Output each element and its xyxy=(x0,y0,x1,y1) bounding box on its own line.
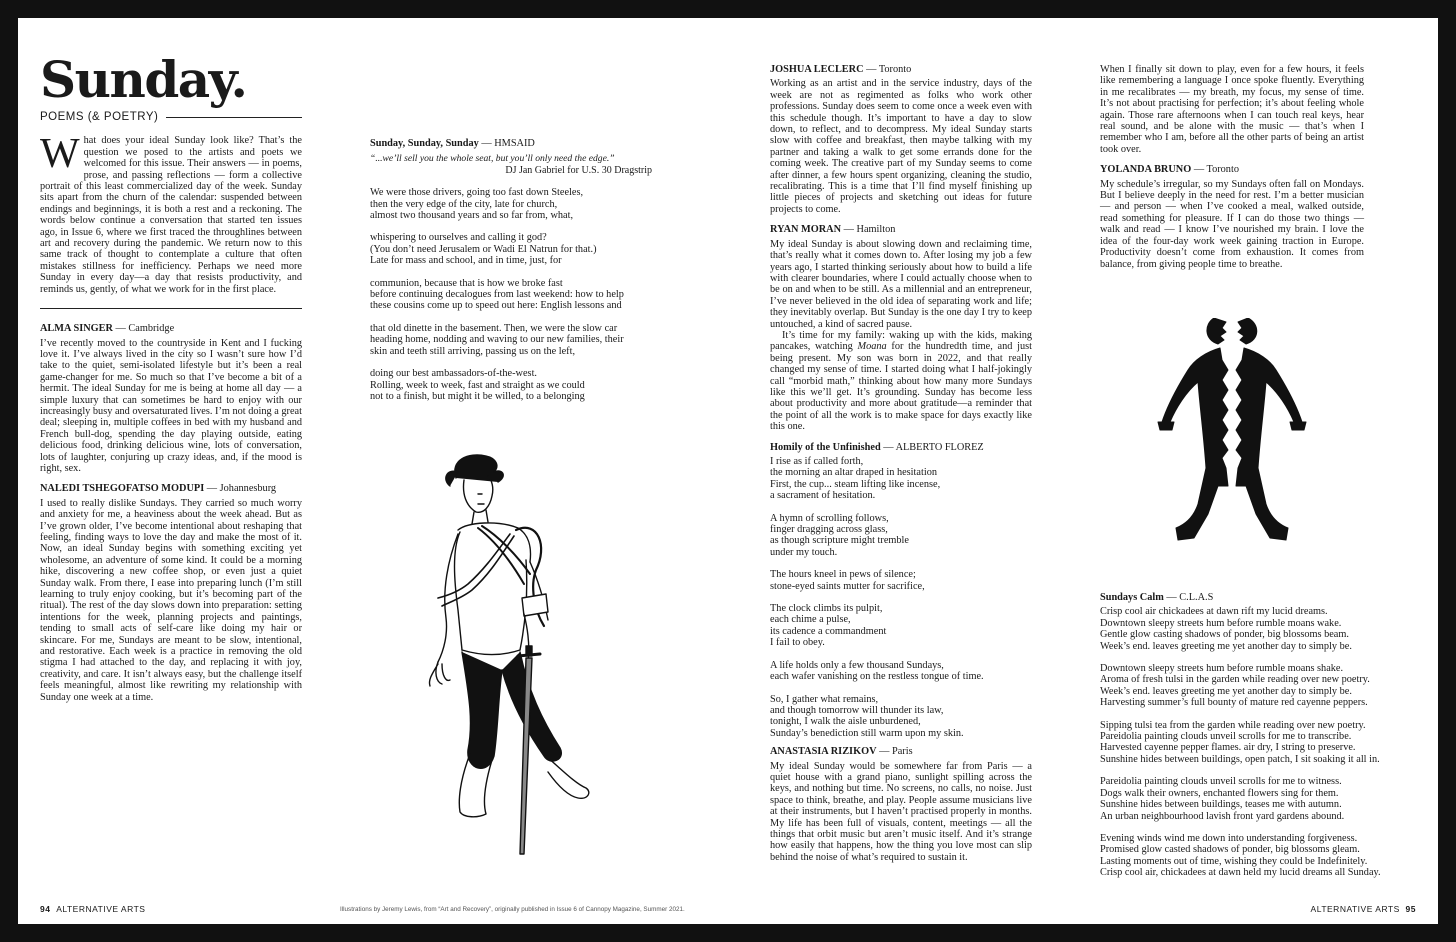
author-name: RYAN MORAN xyxy=(770,224,842,236)
poem-stanzas xyxy=(1100,606,1380,878)
poem-line: The hours kneel in pews of silence; xyxy=(770,569,916,581)
poem-line: and though tomorrow will thunder its law, xyxy=(770,704,944,716)
stanza xyxy=(370,232,652,266)
poem-line: a sacrament of hesitation. xyxy=(770,490,876,502)
entry-ryan-moran xyxy=(770,224,1032,432)
poem-stanzas xyxy=(370,187,652,402)
stanza xyxy=(370,187,652,221)
entry-alma-singer xyxy=(40,323,302,474)
author-line xyxy=(770,746,1032,757)
poem-line: Downtown sleepy streets hum before rumble moans shake. xyxy=(1100,663,1344,675)
poem-line: finger dragging across glass, xyxy=(770,524,888,536)
magazine-spread xyxy=(18,18,1438,924)
poem-line: Harvested cayenne pepper flames. air dry, I string to preserve. xyxy=(1100,742,1356,754)
stanza xyxy=(1100,663,1380,709)
poem-line: before continuing decalogues from last weekend: how to help xyxy=(370,289,624,301)
author-line xyxy=(770,64,1032,75)
dancing-figure-illustration xyxy=(1148,318,1318,558)
section-subtitle xyxy=(40,112,302,123)
poem-title-line xyxy=(1100,592,1380,603)
left-footer xyxy=(40,904,145,914)
stanza xyxy=(770,456,1032,502)
entry-text: I’ve recently moved to the countryside in Kent and I fucking love it. I’ve always lived in the city so I wasn’t sure how I’d take to the quiet, semi-isolated lifestyle but it’s been a real game-changer for me. So much so that I’ve become a bit of a hermit. The ideal Sunday for me is being at home all day — a simple luxury that can sometimes be hard to enjoy with our increasingly busy and oversaturated lives. I’m not doing a great deal; sleeping in, multiple coffees in bed with my husband and French bull-dog, spending the day playing outside, eating delicious food, drinking delicious wine, lots of conversation, lots of laughter, conjuring up crazy ideas, and, if the mood is right, sex. xyxy=(40,337,302,474)
poem-line: Evening winds wind me down into understanding forgiveness. xyxy=(1100,832,1358,844)
poem-line: Late for mass and school, and in time, just, for xyxy=(370,255,562,267)
poem-line: almost two thousand years and so far from, what, xyxy=(370,210,574,222)
poem-line: the morning an altar draped in hesitation xyxy=(770,467,937,479)
poem-line: doing our best ambassadors-of-the-west. xyxy=(370,368,537,380)
author-name: JOSHUA LECLERC xyxy=(770,64,864,75)
poem-line: Week’s end. leaves greeting me yet another day to simply be. xyxy=(1100,685,1352,697)
author-city: — Hamilton xyxy=(841,224,896,236)
entry-text: My ideal Sunday is about slowing down and reclaiming time, that’s really what it comes down to. After losing my job a few years ago, I started thinking seriously about how to build a life with clearer boundaries, where I could actually choose when to be on and when to be still. As a millennial and an entrepreneur, I’ve never believed in the old idea of separating work and life; they inevitably overlap. But Sunday is the one day I try to keep untouched, a kind of sacred pause. xyxy=(770,238,1032,330)
poem-line: Pareidolia painting clouds unveil scrolls for me to witness. xyxy=(1100,776,1342,788)
walking-figure-illustration xyxy=(398,450,598,860)
entry-anastasia-continued xyxy=(1100,64,1364,155)
author-city: — Johannesburg xyxy=(204,483,277,495)
poem-title: Sunday, Sunday, Sunday xyxy=(370,138,479,149)
poem-author: — ALBERTO FLOREZ xyxy=(880,441,984,453)
poem-line: each wafer vanishing on the restless tongue of time. xyxy=(770,671,984,683)
author-line xyxy=(1100,164,1364,175)
poem-line: Sipping tulsi tea from the garden while reading over new poetry. xyxy=(1100,719,1366,731)
author-line xyxy=(770,224,1032,235)
stanza xyxy=(770,513,1032,559)
poem-line: Sunshine hides between buildings, open patch, I sit soaking it all in. xyxy=(1100,753,1380,765)
entry-naledi-modupi xyxy=(40,483,302,703)
entry-yolanda-bruno xyxy=(1100,164,1364,270)
poem-line: We were those drivers, going too fast down Steeles, xyxy=(370,187,584,199)
poem-epigraph-attribution: DJ Jan Gabriel for U.S. 30 Dragstrip xyxy=(505,164,652,176)
poem-line: stone-eyed saints mutter for sacrifice, xyxy=(770,580,925,592)
poem-line: Week’s end. leaves greeting me yet another day to simply be. xyxy=(1100,640,1352,652)
left-page xyxy=(18,18,728,924)
poem-title: Homily of the Unfinished xyxy=(770,441,881,453)
author-city: — Cambridge xyxy=(112,323,175,335)
right-column-1 xyxy=(770,64,1032,872)
entry-text: My ideal Sunday would be somewhere far from Paris — a quiet house with a grand piano, sunlight spilling across the keys, and nothing but time. No screens, no calls, no noise. Just space to think, breathe, and play. People assume musicians live at their instruments, but I haven’t practised properly in months. My life has been full of visuals, content, meetings — all the things that orbit music but aren’t music itself. And it’s strange how easily that happens, how the thing you love most can slip behind the noise of what’s required to sustain it. xyxy=(770,760,1032,863)
film-title: Moana xyxy=(857,341,887,353)
poem-epigraph: “...we’ll sell you the whole seat, but you’ll only need the edge.” xyxy=(370,153,615,165)
poem-line: heading home, nodding and waving to our new families, their xyxy=(370,334,624,346)
poem-line: Sunday’s benediction still warm upon my skin. xyxy=(770,727,964,739)
poem-line: Crisp cool air chickadees at dawn rift my lucid dreams. xyxy=(1100,606,1328,618)
poem-stanzas xyxy=(770,456,1032,739)
page-title: Sunday. xyxy=(40,50,247,109)
poem-line: (You don’t need Jerusalem or Wadi El Natrun for that.) xyxy=(370,243,597,255)
section-divider xyxy=(40,308,302,309)
stanza xyxy=(1100,606,1380,652)
intro-text: hat does your ideal Sunday look like? That’s the question we posed to the artists and poets we welcomed for this issue. Their answers — in poems, prose, and passing reflections — form a collective portrait of this least commercialized day of the week. Sunday sits apart from the churn of the calendar: suspended between endings and beginnings, it is both a rest and a reckoning. The words below continue a conversation that started ten issues ago, in Issue 6, where we first traced the throughlines between art and recovery during the pandemic. We return now to this same track of thought to contemplate a culture that often mistakes stillness for inefficiency. Perhaps we need more Sunday in every day—a day that resists productivity, and reminds us, gently, of what we work for in the first place. xyxy=(40,135,302,295)
entry-text-2 xyxy=(770,330,1032,433)
stanza xyxy=(1100,833,1380,879)
poem-line: its cadence a commandment xyxy=(770,625,887,637)
right-footer xyxy=(1311,904,1416,914)
stanza xyxy=(1100,720,1380,766)
poem-line: Dogs walk their owners, enchanted flowers sing for them. xyxy=(1100,787,1339,799)
stanza xyxy=(370,368,652,402)
intro-paragraph xyxy=(40,131,302,295)
poem-line: communion, because that is how we broke fast xyxy=(370,277,563,289)
poem-author: — C.L.A.S xyxy=(1163,592,1214,603)
entry-anastasia-rizikov xyxy=(770,746,1032,863)
subtitle-text: POEMS (& POETRY) xyxy=(40,111,159,123)
stanza xyxy=(370,323,652,357)
author-name: NALEDI TSHEGOFATSO MODUPI xyxy=(40,483,205,495)
author-city: — Toronto xyxy=(1191,164,1239,176)
publication-name-right: ALTERNATIVE ARTS xyxy=(1310,904,1400,914)
poem-line: Lasting moments out of time, wishing they could be Indefinitely. xyxy=(1100,855,1368,867)
poem-line: then the very edge of the city, late for church, xyxy=(370,198,558,210)
poem-line: whispering to ourselves and calling it god? xyxy=(370,232,547,244)
poem-line: A life holds only a few thousand Sundays, xyxy=(770,659,944,671)
stanza xyxy=(770,694,1032,740)
page-number-left: 94 xyxy=(40,904,51,914)
entry-text: My schedule’s irregular, so my Sundays often fall on Mondays. But I believe deeply in the need for rest. I’m a better musician — and person — when I’ve cooked a meal, walked outside, read something for pleasure. If I can do those two things — walk and read — I know I’ve nourished my brain. I love the idea of the four-day work week gaining traction in Europe. Productivity doesn’t come from exhaustion. It comes from balance, from giving people time to breathe. xyxy=(1100,178,1364,270)
entry-text: When I finally sit down to play, even for a few hours, it feels like remembering a language I once spoke fluently. Everything in me recalibrates — my breath, my focus, my sense of time. It’s not about practising for perfection; it’s about feeling whole again. Those rare afternoons when I can touch real keys, hear real sound, and be alone with the music — that’s when I remember who I am, before all the other parts of being an artist took over. xyxy=(1100,64,1364,155)
stanza xyxy=(770,569,1032,592)
poem-line: Rolling, week to week, fast and straight as we could xyxy=(370,379,585,391)
right-column-2 xyxy=(1100,64,1364,279)
publication-name-left: ALTERNATIVE ARTS xyxy=(56,904,146,914)
entry-joshua-leclerc xyxy=(770,64,1032,215)
poem-line: each chime a pulse, xyxy=(770,614,851,626)
entry-text: I used to really dislike Sundays. They carried so much worry and anxiety for me, a heaviness about the week ahead. But as I’ve grown older, I’ve become intentional about reshaping that feeling, finding ways to love the day and make the most of it. Now, an ideal Sunday begins with something exciting yet wholesome, an adventure of some kind. It could be a morning hike, discovering a new coffee shop, or even just a quiet Sunday walk. From there, I ease into preparing lunch (I’m still learning to truly enjoy cooking, but it’s becoming part of the ritual). The rest of the day slows down into preparation: setting intentions for the week, planning projects and paintings, tending to small acts of self-care like doing my hair or skincare. For me, Sundays are meant to be slow, intentional, and restorative. Each week is a practice in removing the old stigma I had attached to the day, and replacing it with joy, creativity, and care. It isn’t always easy, but the challenge itself feels meaningful, almost like rewriting my relationship with Sunday one week at a time. xyxy=(40,497,302,703)
author-line xyxy=(40,323,302,334)
poem-homily-unfinished xyxy=(770,442,1032,740)
page-number-right: 95 xyxy=(1405,904,1416,914)
poem-line: that old dinette in the basement. Then, we were the slow car xyxy=(370,322,618,334)
poem-line: tonight, I walk the aisle unburdened, xyxy=(770,716,921,728)
poem-line: Downtown sleepy streets hum before rumble moans wake. xyxy=(1100,617,1342,629)
poem-line: An urban neighbourhood lavish front yard gardens abound. xyxy=(1100,810,1345,822)
poem-line: not to a finish, but might it be willed, to a belonging xyxy=(370,390,585,402)
poem-line: skin and teeth still arriving, passing us on the left, xyxy=(370,345,576,357)
stanza xyxy=(370,278,652,312)
entry-text-2a: It’s time for my family: waking up with the kids, making pancakes, watching xyxy=(770,329,1032,353)
stanza xyxy=(770,660,1032,683)
poem-line: Promised glow casted shadows of ponder, big blossoms gleam. xyxy=(1100,844,1360,856)
left-column xyxy=(40,50,302,712)
poem-line: Sunshine hides between buildings, teases me with autumn. xyxy=(1100,799,1342,811)
poem-line: A hymn of scrolling follows, xyxy=(770,512,889,524)
stanza xyxy=(770,603,1032,649)
poem-line: Gentle glow casting shadows of ponder, big blossoms beam. xyxy=(1100,629,1349,641)
poem-title: Sundays Calm xyxy=(1100,592,1164,603)
poem-line: these cousins come up to speed out here: English lessons and xyxy=(370,300,622,312)
author-city: — Paris xyxy=(876,746,913,758)
author-city: — Toronto xyxy=(863,64,912,75)
poem-line: First, the cup... steam lifting like incense, xyxy=(770,478,941,490)
poem-sunday-sunday-sunday xyxy=(370,138,652,413)
author-name: ANASTASIA RIZIKOV xyxy=(770,746,877,758)
entry-text-2b: for the hundredth time, and just being present. My son was born in 2022, and that really changed my sense of time. I started doing what I half-jokingly call “morbid math,” thinking about how many more Sundays like this we’ll get. It’s grounding. Sunday has become less about productivity and more about gratitude—a reminder that the point of all the work is to make space for days exactly like this one. xyxy=(770,341,1033,433)
poem-line: The clock climbs its pulpit, xyxy=(770,603,883,615)
poem-line: as though scripture might tremble xyxy=(770,535,909,547)
author-line xyxy=(40,483,302,494)
poem-title-line xyxy=(770,442,1032,453)
entry-text: Working as an artist and in the service industry, days of the week are not as regimented as folks who work other professions. Sunday does seem to come once a week even with this schedule though. It’s important to have a day to slow down, to reflect, and to decompress. My ideal Sunday starts slow with coffee and breakfast, then maybe talking with my partner and taking a walk to get some errands done for the coming week. The creative part of my Sunday seems to come after dinner, a few hours spent organizing, cleaning the studio, recalibrating. This is a time that I’ll find myself finishing up little pieces of projects and sketching out ideas for future projects to come. xyxy=(770,78,1032,215)
right-page xyxy=(728,18,1438,924)
poem-line: Aroma of fresh tulsi in the garden while reading over new poetry. xyxy=(1100,674,1370,686)
poem-sundays-calm xyxy=(1100,592,1380,890)
poem-line: under my touch. xyxy=(770,546,838,558)
poem-title-line xyxy=(370,138,652,149)
poem-author: — HMSAID xyxy=(478,138,535,149)
poem-line: So, I gather what remains, xyxy=(770,693,879,705)
poem-line: Pareidolia painting clouds unveil scrolls for me to transcribe. xyxy=(1100,731,1352,743)
author-name: ALMA SINGER xyxy=(40,323,113,335)
subtitle-rule xyxy=(166,117,302,118)
poem-line: I rise as if called forth, xyxy=(770,456,864,467)
poem-line: Crisp cool air, chickadees at dawn held my lucid dreams all Sunday. xyxy=(1100,867,1381,879)
illustration-credit: Illustrations by Jeremy Lewis, from “Art and Recovery”, originally published in Issue 6 of Cannopy Magazine, Summer 2021. xyxy=(340,906,685,913)
poem-line: Harvesting summer’s full bounty of mature red cayenne peppers. xyxy=(1100,697,1368,709)
author-name: YOLANDA BRUNO xyxy=(1100,164,1192,176)
poem-line: I fail to obey. xyxy=(770,637,825,649)
drop-cap: W xyxy=(40,131,80,178)
stanza xyxy=(1100,776,1380,822)
